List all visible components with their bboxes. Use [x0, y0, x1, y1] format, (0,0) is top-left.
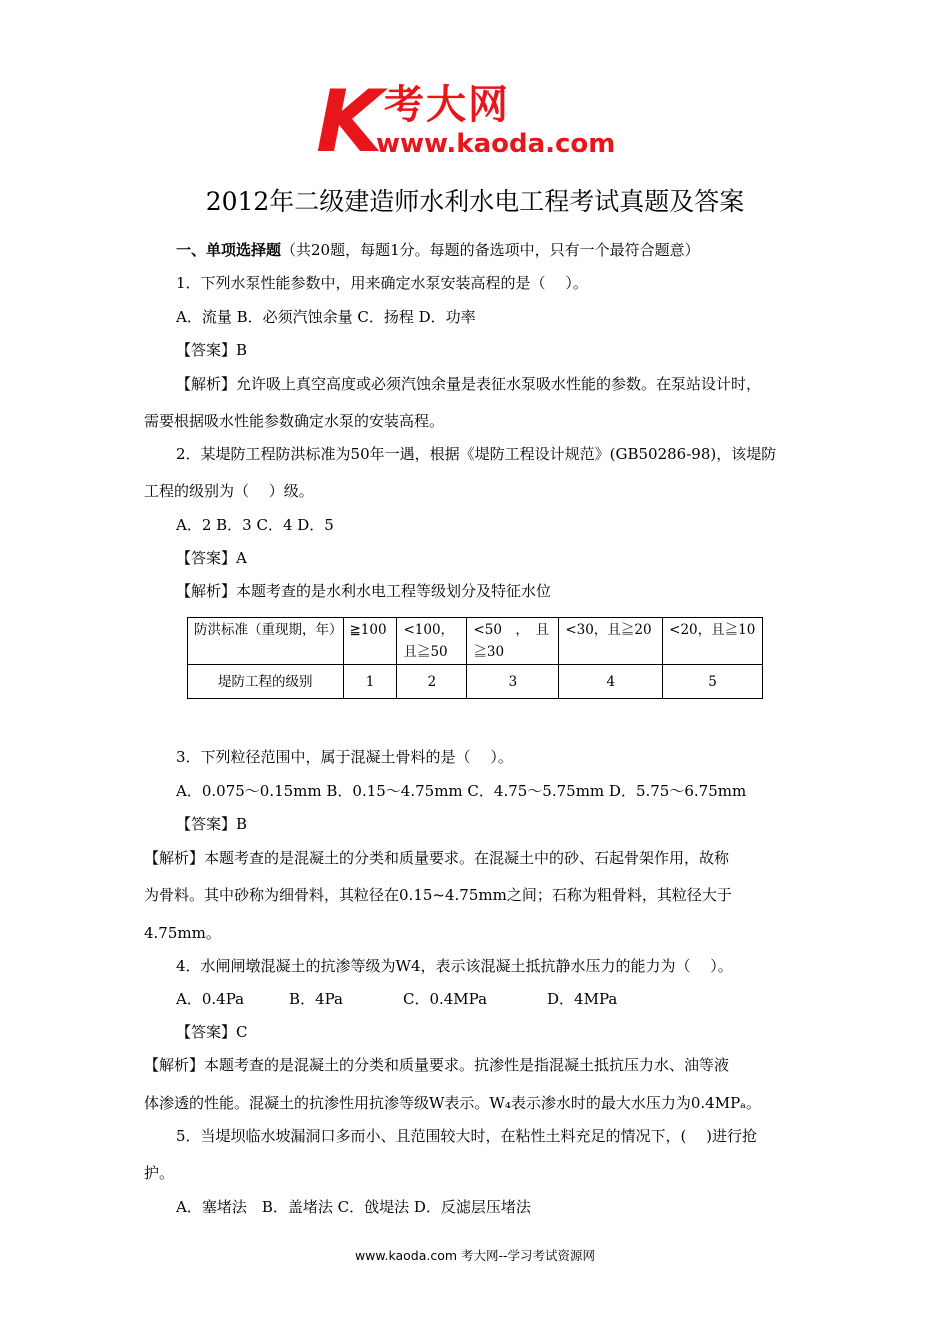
table-cell: 防洪标准（重现期，年） [188, 618, 344, 665]
table-row [188, 665, 763, 699]
q5-stem-cont: 护。 [144, 1164, 175, 1182]
section-note: （共20题，每题1分。每题的备选项中，只有一个最符合题意） [281, 241, 700, 259]
q1-options: A．流量 B．必须汽蚀余量 C．扬程 D．功率 [176, 308, 476, 326]
q1-stem: 1．下列水泵性能参数中，用来确定水泵安装高程的是（ ）。 [176, 274, 588, 292]
q2-options: A．2 B．3 C．4 D．5 [176, 516, 334, 534]
q2-stem: 2．某堤防工程防洪标准为50年一遇，根据《堤防工程设计规范》(GB50286-98)，该堤防 [176, 445, 777, 463]
q3-options: A．0.075～0.15mm B．0.15～4.75mm C．4.75～5.75mm D．5.75～6.75mm [176, 782, 747, 800]
table-header-row [188, 618, 763, 665]
page-title: 2012年二级建造师水利水电工程考试真题及答案 [205, 187, 745, 216]
q3-stem: 3．下列粒径范围中，属于混凝土骨料的是（ ）。 [176, 748, 513, 766]
q4-analysis-cont: 体渗透的性能。混凝土的抗渗性用抗渗等级W表示。W₄表示渗水时的最大水压力为0.4MPₐ。 [144, 1094, 761, 1112]
q4-options: A．0.4Pa B．4Pa C．0.4MPa D．4MPa [176, 990, 618, 1008]
section-heading: 一、单项选择题 [176, 241, 282, 259]
q2-analysis: 【解析】本题考查的是水利水电工程等级划分及特征水位 [176, 582, 552, 600]
section-heading-line [176, 239, 700, 261]
q1-answer: 【答案】B [176, 341, 248, 359]
table-cell: <30，且≧20 [559, 618, 663, 665]
q1-analysis-cont: 需要根据吸水性能参数确定水泵的安装高程。 [144, 412, 445, 430]
table-cell: 2 [397, 665, 467, 699]
kaoda-logo [316, 72, 646, 172]
q3-analysis: 【解析】本题考查的是混凝土的分类和质量要求。在混凝土中的砂、石起骨架作用，故称 [144, 849, 730, 867]
table-cell: <100，且≧50 [397, 618, 467, 665]
page-footer: www.kaoda.com 考大网--学习考试资源网 [354, 1248, 596, 1263]
q3-analysis-cont: 为骨料。其中砂称为细骨料，其粒径在0.15~4.75mm之间；石称为粗骨料，其粒径大于 [144, 886, 732, 904]
q2-answer: 【答案】A [176, 549, 247, 567]
table-cell: 5 [663, 665, 763, 699]
q3-analysis-end: 4.75mm。 [144, 924, 221, 942]
q4-stem: 4．水闸闸墩混凝土的抗渗等级为W4，表示该混凝土抵抗静水压力的能力为（ ）。 [176, 957, 733, 975]
q2-stem-cont: 工程的级别为（ ）级。 [144, 482, 314, 500]
table-cell: 3 [467, 665, 559, 699]
q3-answer: 【答案】B [176, 815, 248, 833]
table-cell: 4 [559, 665, 663, 699]
q1-analysis: 【解析】允许吸上真空高度或必须汽蚀余量是表征水泵吸水性能的参数。在泵站设计时， [176, 375, 762, 393]
table-cell: <20，且≧10 [663, 618, 763, 665]
table-cell: 1 [343, 665, 397, 699]
logo-url: www.kaoda.com [376, 129, 616, 159]
table-cell: 堤防工程的级别 [188, 665, 344, 699]
logo-k-mark: K [316, 72, 379, 172]
q4-answer: 【答案】C [176, 1023, 248, 1041]
q5-options: A．塞堵法 B．盖堵法 C．戗堤法 D．反滤层压堵法 [176, 1198, 531, 1216]
levee-grade-table [187, 617, 763, 699]
q5-stem: 5．当堤坝临水坡漏洞口多而小、且范围较大时，在粘性土料充足的情况下，( )进行抢 [176, 1127, 758, 1145]
logo-chinese-name: 考大网 [384, 82, 510, 128]
table-cell: <50 ， 且≧30 [467, 618, 559, 665]
q4-analysis: 【解析】本题考查的是混凝土的分类和质量要求。抗渗性是指混凝土抵抗压力水、油等液 [144, 1056, 730, 1074]
table-cell: ≧100 [343, 618, 397, 665]
